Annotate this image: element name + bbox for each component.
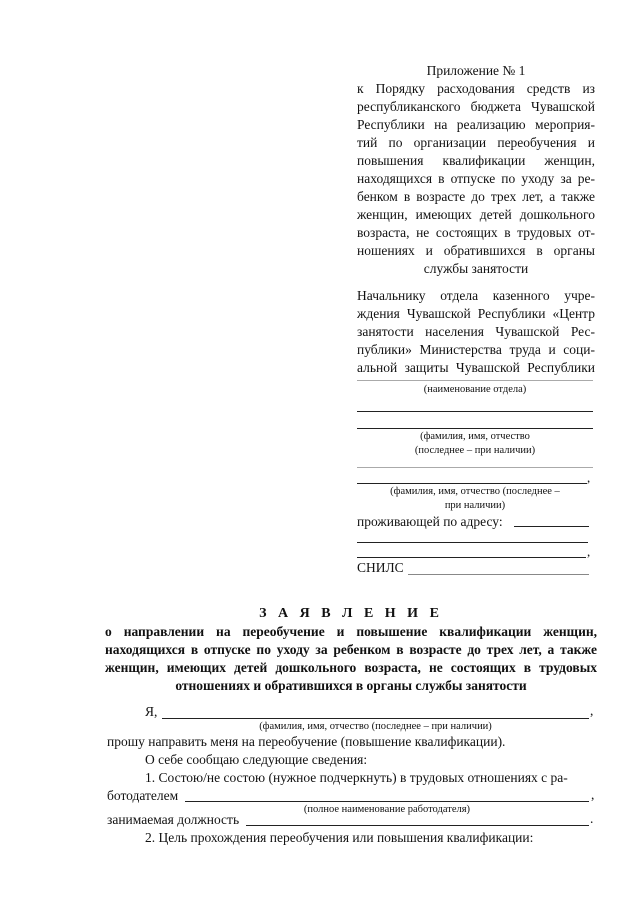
employer-field[interactable] <box>185 801 589 802</box>
snils-field[interactable] <box>408 574 589 575</box>
appendix-line: повышения квалификации женщин, <box>357 153 595 168</box>
addressee-line: занятости населения Чувашской Рес- <box>357 324 595 339</box>
comma: , <box>591 787 595 802</box>
comma: , <box>590 703 594 718</box>
appendix-line: республиканского бюджета Чувашской <box>357 99 595 114</box>
addressee-line: ждения Чувашской Республики «Центр <box>357 306 595 321</box>
statement-subtitle-line: женщин, имеющих детей дошкольного возраста, не состоящих в трудовых <box>105 660 597 675</box>
appendix-line: тий по организации переобучения и <box>357 135 595 150</box>
comma: , <box>587 544 591 559</box>
applicant-name-field-1[interactable] <box>357 411 593 412</box>
comma: , <box>587 470 591 485</box>
applicant-name-field-2[interactable] <box>357 428 593 429</box>
statement-subtitle-line: отношениях и обратившихся в органы службы занятости <box>175 678 527 693</box>
name-field-2a[interactable] <box>357 467 593 468</box>
name-field-2b[interactable] <box>357 483 587 484</box>
applicant-name-caption-2: (последнее – при наличии) <box>414 445 536 456</box>
statement-subtitle-line: о направлении на переобучение и повышение квалификации женщин, <box>105 624 597 639</box>
address-field-2[interactable] <box>357 542 588 543</box>
addressee-text <box>357 287 595 377</box>
appendix-line: ношениях и обратившихся в органы <box>357 243 595 258</box>
info-line: О себе сообщаю следующие сведения: <box>145 752 368 767</box>
address-label: проживающей по адресу: <box>357 514 503 529</box>
statement-title-block <box>105 605 597 695</box>
addressee-line: альной защиты Чувашской Республики <box>357 360 595 375</box>
employer-caption: (полное наименование работодателя) <box>303 804 471 815</box>
name-caption-2b: при наличии) <box>444 500 506 511</box>
appendix-line: бенком в возрасте до трех лет, а также <box>357 189 595 204</box>
applicant-fio-field[interactable] <box>162 718 589 719</box>
appendix-line: возраста, не состоящих в трудовых от- <box>357 225 595 240</box>
employer-label: ботодателем <box>107 788 179 803</box>
department-caption: (наименование отдела) <box>423 384 527 395</box>
position-field[interactable] <box>246 825 589 826</box>
appendix-line: Республики на реализацию мероприя- <box>357 117 595 132</box>
name-caption-2: (фамилия, имя, отчество (последнее – <box>390 486 560 497</box>
i-label: Я, <box>145 704 158 719</box>
fio-caption: (фамилия, имя, отчество (последнее – при наличии) <box>259 721 492 732</box>
addressee-line: публики» Министерства труда и соци- <box>357 342 595 357</box>
appendix-line: находящихся в отпуске по уходу за ре- <box>357 171 595 186</box>
department-field[interactable] <box>357 380 593 381</box>
period: . <box>590 811 594 826</box>
appendix-heading: Приложение № 1 <box>426 63 526 78</box>
applicant-name-caption: (фамилия, имя, отчество <box>420 431 530 442</box>
appendix-line: женщин, имеющих детей дошкольного <box>357 207 595 222</box>
appendix-line: службы занятости <box>423 261 529 276</box>
appendix-text <box>357 80 595 278</box>
request-line: прошу направить меня на переобучение (повышение квалификации). <box>107 734 506 749</box>
addressee-line: Начальнику отдела казенного учре- <box>357 288 595 303</box>
item2-line: 2. Цель прохождения переобучения или повышения квалификации: <box>145 830 534 845</box>
address-field-1[interactable] <box>514 526 589 527</box>
statement-title: З А Я В Л Е Н И Е <box>259 606 443 621</box>
statement-subtitle-line: находящихся в отпуске по уходу за ребенком в возрасте до трех лет, а также <box>105 642 597 657</box>
appendix-line: к Порядку расходования средств из <box>357 81 595 96</box>
position-label: занимаемая должность <box>107 812 240 827</box>
item1-line: 1. Состою/не состою (нужное подчеркнуть) в трудовых отношениях с ра- <box>145 770 568 785</box>
snils-label: СНИЛС <box>357 560 404 575</box>
address-field-3[interactable] <box>357 557 586 558</box>
